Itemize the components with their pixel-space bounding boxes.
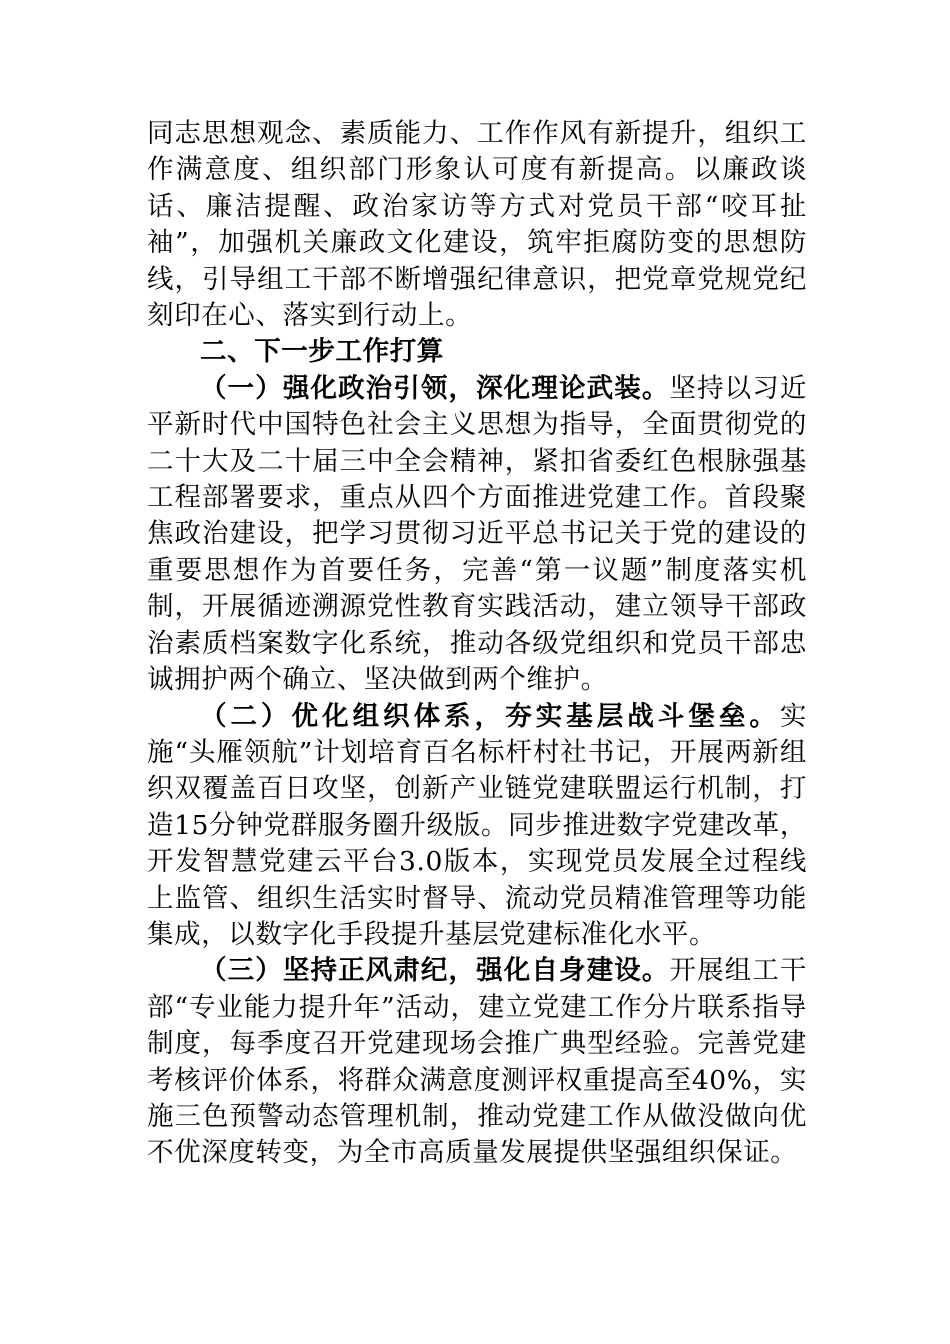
document-body bbox=[147, 116, 807, 1172]
item-lead: （一）强化政治引领，深化理论武装。 bbox=[200, 372, 670, 404]
paragraph-continued: 同志思想观念、素质能力、工作作风有新提升，组织工作满意度、组织部门形象认可度有新提高。以廉政谈话、廉洁提醒、政治家访等方式对党员干部“咬耳扯袖”，加强机关廉政文化建设，筑牢拒腐防变的思想防线，引导组工干部不断增强纪律意识，把党章党规党纪刻印在心、落实到行动上。 bbox=[147, 118, 807, 332]
item-lead: （二）优化组织体系，夯实基层战斗堡垒。 bbox=[200, 700, 780, 732]
item-body: 实施“头雁领航”计划培育百名标杆村社书记，开展两新组织双覆盖百日攻坚，创新产业链党建联盟运行机制，打造15分钟党群服务圈升级版。同步推进数字党建改革，开发智慧党建云平台3.0版本，实现党员发展全过程线上监管、组织生活实时督导、流动党员精准管理等功能集成，以数字化手段提升基层党建标准化水平。 bbox=[147, 700, 807, 950]
list-item bbox=[147, 953, 807, 1171]
section-heading: 二、下一步工作打算 bbox=[200, 336, 444, 368]
item-body: 开展组工干部“专业能力提升年”活动，建立党建工作分片联系指导制度，每季度召开党建现场会推广典型经验。完善党建考核评价体系，将群众满意度测评权重提高至40%，实施三色预警动态管理机制，推动党建工作从做没做向优不优深度转变，为全市高质量发展提供坚强组织保证。 bbox=[147, 955, 808, 1169]
item-body: 坚持以习近平新时代中国特色社会主义思想为指导，全面贯彻党的二十大及二十届三中全会精神，紧扣省委红色根脉强基工程部署要求，重点从四个方面推进党建工作。首段聚焦政治建设，把学习贯彻习近平总书记关于党的建设的重要思想作为首要任务，完善“第一议题”制度落实机制，开展循迹溯源党性教育实践活动，建立领导干部政治素质档案数字化系统，推动各级党组织和党员干部忠诚拥护两个确立、坚决做到两个维护。 bbox=[147, 372, 808, 696]
item-lead: （三）坚持正风肃纪，强化自身建设。 bbox=[200, 955, 670, 987]
list-item bbox=[147, 699, 807, 954]
list-item bbox=[147, 371, 807, 699]
